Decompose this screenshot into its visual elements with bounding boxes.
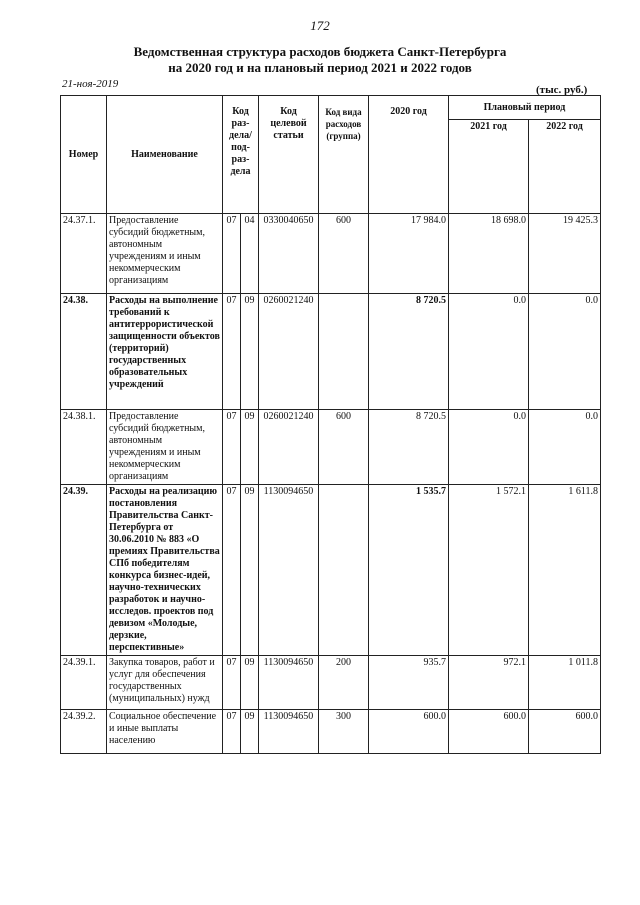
row-subsection: 04 (241, 214, 259, 294)
row-2020: 600.0 (369, 710, 449, 754)
title-line-1: Ведомственная структура расходов бюджета Санкт-Петербурга (133, 44, 507, 59)
row-2021: 600.0 (449, 710, 529, 754)
row-subsection: 09 (241, 294, 259, 410)
row-expense-type (319, 485, 369, 656)
row-section: 07 (223, 710, 241, 754)
row-2022: 1 011.8 (529, 656, 601, 710)
row-section: 07 (223, 485, 241, 656)
row-target-code: 0260021240 (259, 294, 319, 410)
row-2022: 0.0 (529, 410, 601, 485)
header-planned-period: Плановый период (449, 96, 601, 120)
row-number: 24.38.1. (61, 410, 107, 485)
row-subsection: 09 (241, 710, 259, 754)
row-section: 07 (223, 656, 241, 710)
row-expense-type: 300 (319, 710, 369, 754)
document-title (0, 44, 640, 76)
header-number: Номер (61, 96, 107, 214)
row-target-code: 1130094650 (259, 485, 319, 656)
row-subsection: 09 (241, 485, 259, 656)
row-subsection: 09 (241, 410, 259, 485)
row-2020: 1 535.7 (369, 485, 449, 656)
header-2022: 2022 год (529, 120, 601, 214)
row-number: 24.37.1. (61, 214, 107, 294)
header-section: Код раз- дела/ под- раз- дела (223, 96, 259, 214)
row-number: 24.39.1. (61, 656, 107, 710)
row-target-code: 0260021240 (259, 410, 319, 485)
row-section: 07 (223, 410, 241, 485)
row-2022: 0.0 (529, 294, 601, 410)
row-2021: 0.0 (449, 294, 529, 410)
row-expense-type: 600 (319, 410, 369, 485)
budget-table (60, 95, 601, 754)
row-2021: 18 698.0 (449, 214, 529, 294)
row-2021: 972.1 (449, 656, 529, 710)
row-2021: 1 572.1 (449, 485, 529, 656)
row-target-code: 1130094650 (259, 656, 319, 710)
table-body (61, 214, 601, 754)
row-target-code: 1130094650 (259, 710, 319, 754)
title-line-2: на 2020 год и на плановый период 2021 и 2022 годов (168, 60, 472, 75)
table-row (61, 294, 601, 410)
row-name: Расходы на реализацию постановления Правительства Санкт-Петербурга от 30.06.2010 № 883 «О премиях Правительства СПб победителям конкурса бизнес-идей, научно-технических разработок и научно-исследов. проектов под девизом «Молодые, дерзкие, перспективные» (107, 485, 223, 656)
header-target: Код целевой статьи (259, 96, 319, 214)
header-2020: 2020 год (369, 96, 449, 214)
row-name: Предоставление субсидий бюджетным, автономным учреждениям и иным некоммерческим организациям (107, 214, 223, 294)
units-label: (тыс. руб.) (536, 84, 588, 96)
row-number: 24.39.2. (61, 710, 107, 754)
row-section: 07 (223, 214, 241, 294)
table-row (61, 214, 601, 294)
row-2020: 935.7 (369, 656, 449, 710)
row-name: Расходы на выполнение требований к антитеррористической защищенности объектов (территорий) государственных образовательных учреждений (107, 294, 223, 410)
header-2021: 2021 год (449, 120, 529, 214)
page-number: 172 (310, 18, 330, 33)
row-expense-type: 200 (319, 656, 369, 710)
table-row (61, 656, 601, 710)
row-number: 24.39. (61, 485, 107, 656)
header-expense-type: Код вида расходов (группа) (319, 96, 369, 214)
row-2022: 600.0 (529, 710, 601, 754)
table-row (61, 410, 601, 485)
row-2022: 1 611.8 (529, 485, 601, 656)
row-2020: 8 720.5 (369, 410, 449, 485)
row-2022: 19 425.3 (529, 214, 601, 294)
row-name: Предоставление субсидий бюджетным, автономным учреждениям и иным некоммерческим организациям (107, 410, 223, 485)
row-name: Социальное обеспечение и иные выплаты населению (107, 710, 223, 754)
row-subsection: 09 (241, 656, 259, 710)
row-2021: 0.0 (449, 410, 529, 485)
row-number: 24.38. (61, 294, 107, 410)
table-row (61, 485, 601, 656)
row-section: 07 (223, 294, 241, 410)
document-date: 21-ноя-2019 (62, 78, 119, 90)
row-expense-type: 600 (319, 214, 369, 294)
row-name: Закупка товаров, работ и услуг для обеспечения государственных (муниципальных) нужд (107, 656, 223, 710)
header-name: Наименование (107, 96, 223, 214)
row-expense-type (319, 294, 369, 410)
table-row (61, 710, 601, 754)
row-target-code: 0330040650 (259, 214, 319, 294)
row-2020: 17 984.0 (369, 214, 449, 294)
row-2020: 8 720.5 (369, 294, 449, 410)
